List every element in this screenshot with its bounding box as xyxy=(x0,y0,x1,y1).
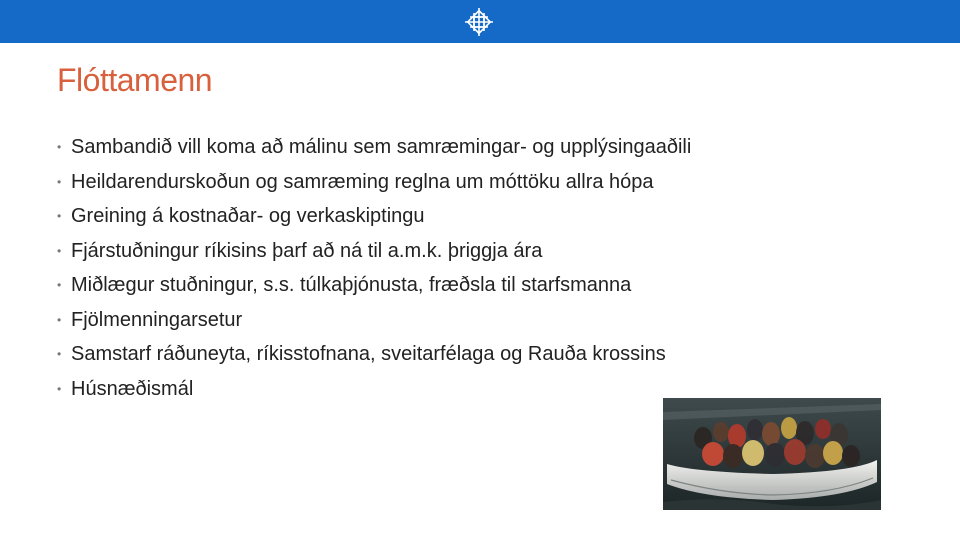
bullet-icon: • xyxy=(57,209,62,223)
bullet-text: Greining á kostnaðar- og verkaskiptingu xyxy=(71,205,425,227)
bullet-icon: • xyxy=(57,312,62,327)
bullet-icon: • xyxy=(57,174,62,189)
list-item xyxy=(57,236,691,271)
slide-title: Flóttamenn xyxy=(57,62,213,98)
bullet-text: Húsnæðismál xyxy=(71,377,194,400)
bullet-text: Fjárstuðningur ríkisins þarf að ná til a.m.k. þriggja ára xyxy=(71,239,543,262)
bullet-text: Sambandið vill koma að málinu sem samræmingar- og upplýsingaaðili xyxy=(71,136,692,158)
list-item xyxy=(57,305,691,340)
bullet-text: Fjölmenningarsetur xyxy=(71,308,243,331)
ornamental-knot-icon xyxy=(461,4,497,40)
bullet-text: Miðlægur stuðningur, s.s. túlkaþjónusta, fræðsla til starfsmanna xyxy=(71,274,632,296)
bullet-icon: • xyxy=(57,243,62,258)
photo-illustration xyxy=(663,398,881,510)
bullet-text: Heildarendurskoðun og samræming reglna um móttöku allra hópa xyxy=(71,170,654,193)
list-item xyxy=(57,201,691,236)
list-item xyxy=(57,339,691,374)
bullet-icon: • xyxy=(57,381,62,396)
list-item xyxy=(57,270,691,305)
bullet-icon: • xyxy=(57,278,62,292)
list-item xyxy=(57,132,691,167)
refugee-boat-photo xyxy=(663,398,881,510)
bullet-list xyxy=(57,132,691,408)
bullet-icon: • xyxy=(57,347,62,361)
header-bar xyxy=(0,0,960,43)
list-item xyxy=(57,167,691,202)
list-item xyxy=(57,374,691,409)
bullet-icon: • xyxy=(57,140,62,154)
bullet-text: Samstarf ráðuneyta, ríkisstofnana, sveitarfélaga og Rauða krossins xyxy=(71,343,666,365)
